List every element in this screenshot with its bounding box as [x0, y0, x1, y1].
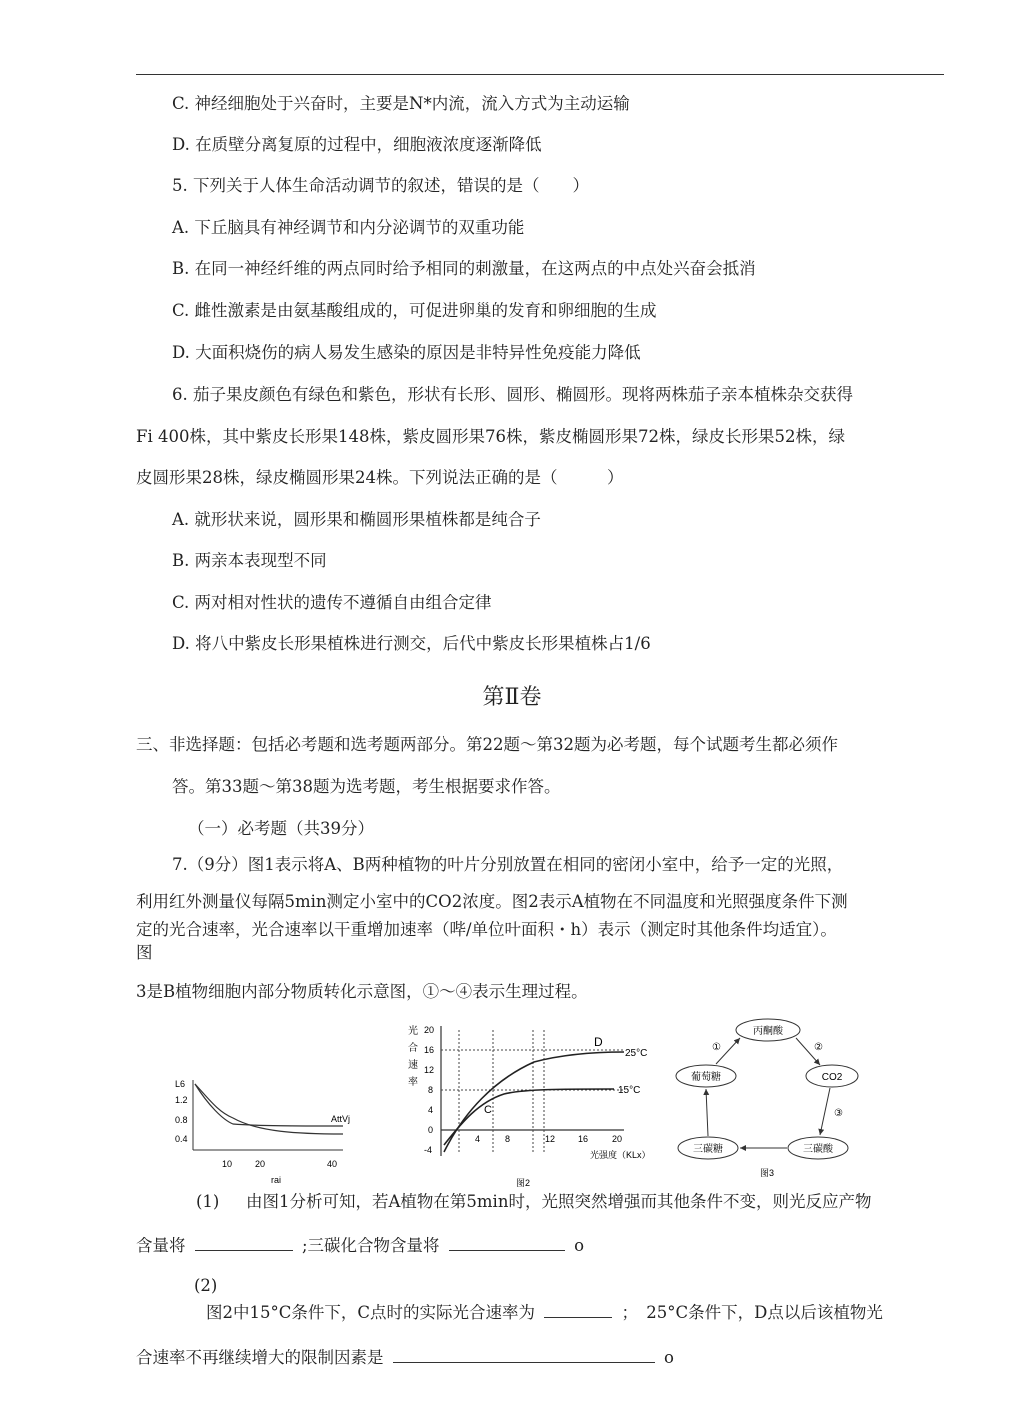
fig2-xtick: 20 [612, 1134, 623, 1144]
subq2-line1 [206, 1303, 883, 1323]
fig2-xtick: 8 [505, 1134, 511, 1144]
question-6-line1: 6. 茄子果皮颜色有绿色和紫色，形状有长形、圆形、椭圆形。现将两株茄子亲本植株杂交获得 [172, 385, 853, 404]
fig2-ylabel [408, 1024, 418, 1088]
node-label: 三碳糖 [693, 1144, 723, 1155]
option-4d: D. 在质壁分离复原的过程中，细胞液浓度逐渐降低 [172, 135, 542, 154]
option-6a: A. 就形状来说，圆形果和椭圆形果植株都是纯合子 [172, 510, 541, 529]
answer-blank-1[interactable] [195, 1236, 293, 1251]
option-6c: C. 两对相对性状的遗传不遵循自由组合定律 [172, 593, 492, 612]
subq2-line2 [136, 1348, 674, 1368]
part3-intro-line2: 答。第33题～第38题为选考题，考生根据要求作答。 [172, 777, 561, 796]
subq2-text-c: 合速率不再继续增大的限制因素是 [136, 1348, 384, 1367]
option-4c: C. 神经细胞处于兴奋时，主要是N*内流，流入方式为主动运输 [172, 94, 630, 113]
subq1-number: (1) [196, 1192, 220, 1211]
fig2-ytick: 8 [428, 1085, 434, 1095]
fig1-xtick: 40 [327, 1159, 338, 1169]
svg-text:率: 率 [408, 1077, 418, 1088]
fig2-ytick: 12 [424, 1065, 435, 1075]
figure-2 [404, 1022, 664, 1190]
section-title: 第Ⅱ卷 [482, 685, 542, 710]
node-label: CO2 [821, 1072, 843, 1083]
question-7-line3: 定的光合速率，光合速率以干重增加速率（哔/单位叶面积・h）表示（测定时其他条件均适宜）。 [136, 920, 837, 939]
subq1-end: o [574, 1236, 584, 1255]
option-5d: D. 大面积烧伤的病人易发生感染的原因是非特异性免疫能力降低 [172, 343, 641, 362]
option-6b: B. 两亲本表现型不同 [172, 551, 327, 570]
node-label: 三碳酸 [803, 1144, 833, 1155]
node-label: 丙酮酸 [753, 1026, 783, 1037]
fig2-ytick: 20 [424, 1025, 435, 1035]
fig2-label-15c: 15°C [618, 1085, 641, 1096]
top-rule [136, 74, 944, 75]
option-6d: D. 将八中紫皮长形果植株进行测交，后代中紫皮长形果植株占1/6 [172, 634, 651, 653]
fig2-label-d: D [594, 1035, 603, 1049]
fig2-curve-25c [444, 1052, 624, 1152]
subq1-line1: 由图1分析可知，若A植物在第5min时，光照突然增强而其他条件不变，则光反应产物 [246, 1192, 872, 1211]
fig1-ytick: 1.2 [175, 1095, 188, 1105]
subq2-text-b: ； 25°C条件下，D点以后该植物光 [621, 1303, 883, 1322]
step-label: ③ [834, 1108, 843, 1119]
fig1-xtick: 10 [222, 1159, 233, 1169]
option-5a: A. 下丘脑具有神经调节和内分泌调节的双重功能 [172, 218, 525, 237]
figure-1 [168, 1070, 368, 1190]
svg-text:光: 光 [408, 1026, 418, 1037]
fig2-label-c: C [484, 1104, 492, 1116]
fig2-curve-15c [444, 1089, 614, 1145]
question-7-line4: 图 [136, 943, 153, 962]
subq1-text-a: 含量将 [136, 1236, 186, 1255]
fig3-caption: 图3 [760, 1168, 775, 1178]
required-heading: （一）必考题（共39分） [188, 819, 374, 838]
answer-blank-4[interactable] [393, 1348, 655, 1363]
part3-intro-line1: 三、非选择题：包括必考题和选考题两部分。第22题～第32题为必考题，每个试题考生都必须作 [136, 735, 838, 754]
fig2-caption: 图2 [516, 1178, 531, 1188]
question-6-line2: Fi 400株，其中紫皮长形果148株，紫皮圆形果76株，紫皮椭圆形果72株，绿皮长形果52株，绿 [136, 427, 845, 446]
figure-3 [668, 1014, 868, 1190]
question-6-line3: 皮圆形果28株，绿皮椭圆形果24株。下列说法正确的是（ ） [136, 468, 624, 487]
fig2-xtick: 4 [475, 1134, 481, 1144]
fig1-ytick: 0.8 [175, 1115, 188, 1125]
svg-text:合: 合 [408, 1043, 418, 1054]
svg-text:速: 速 [408, 1060, 418, 1071]
step-label: ② [814, 1042, 823, 1053]
fig2-xtick: 16 [578, 1134, 589, 1144]
fig2-ytick: 16 [424, 1045, 435, 1055]
fig2-ytick: 0 [428, 1125, 434, 1135]
answer-blank-3[interactable] [544, 1303, 612, 1318]
subq2-end: o [664, 1348, 674, 1367]
step-label: ① [712, 1042, 721, 1053]
fig2-xtick: 12 [545, 1134, 556, 1144]
fig1-ytick: 0.4 [175, 1134, 188, 1144]
fig2-ytick: 4 [428, 1105, 434, 1115]
question-7-line1: 7.（9分）图1表示将A、B两种植物的叶片分别放置在相同的密闭小室中，给予一定的光照， [172, 855, 844, 874]
question-7-line2: 利用红外测量仪每隔5min测定小室中的CO2浓度。图2表示A植物在不同温度和光照强度条件下测 [136, 892, 848, 911]
fig2-xlabel: 光强度（KLx） [590, 1150, 651, 1160]
fig1-xlabel: rai [271, 1175, 282, 1185]
fig2-ytick: -4 [424, 1145, 433, 1155]
arrow-5 [706, 1089, 708, 1136]
fig1-curve-a [195, 1084, 343, 1126]
fig1-xtick: 20 [255, 1159, 266, 1169]
option-5c: C. 雌性激素是由氨基酸组成的，可促进卵巢的发育和卵细胞的生成 [172, 301, 657, 320]
question-5: 5. 下列关于人体生命活动调节的叙述，错误的是（ ） [172, 176, 589, 195]
node-label: 葡萄糖 [691, 1072, 721, 1083]
fig2-label-25c: 25°C [625, 1048, 648, 1059]
fig1-ytick: L6 [175, 1079, 186, 1089]
subq2-text-a: 图2中15°C条件下，C点时的实际光合速率为 [206, 1303, 535, 1322]
option-5b: B. 在同一神经纤维的两点同时给予相同的刺激量，在这两点的中点处兴奋会抵消 [172, 259, 756, 278]
answer-blank-2[interactable] [449, 1236, 565, 1251]
subq1-text-b: ;三碳化合物含量将 [302, 1236, 440, 1255]
fig1-curve-label: AttVj [331, 1114, 351, 1124]
question-7-line5: 3是B植物细胞内部分物质转化示意图，①～④表示生理过程。 [136, 982, 588, 1001]
arrow-3 [820, 1088, 830, 1135]
subq2-number: (2) [194, 1276, 218, 1295]
subq1-line2 [136, 1236, 584, 1256]
